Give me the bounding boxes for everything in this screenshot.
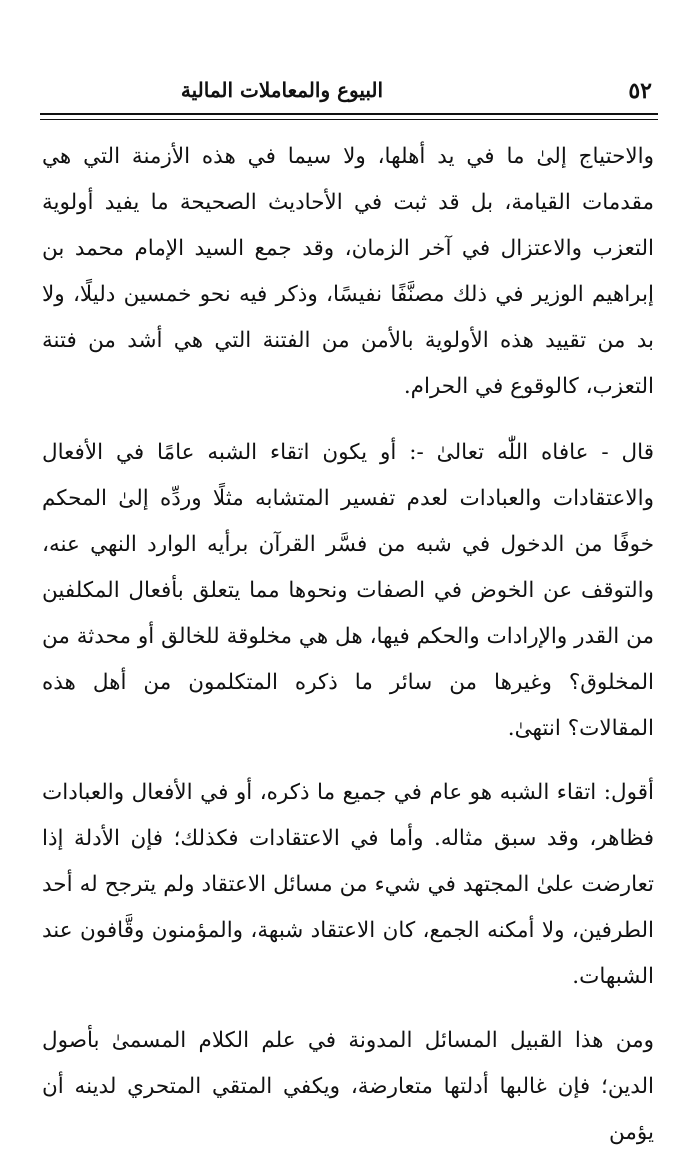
running-title: البيوع والمعاملات المالية — [180, 78, 384, 102]
main-text — [42, 134, 654, 1145]
paragraph-3: أقول: اتقاء الشبه هو عام في جميع ما ذكره، أو في الأفعال والعبادات فظاهر، وقد سبق مثاله. وأما في الاعتقادات فكذلك؛ فإن الأدلة إذا تعارضت علىٰ المجتهد في شيء من مسائل الاعتقاد ولم يترجح له أحد الطرفين، ولا أمكنه الجمع، كان الاعتقاد شبهة، والمؤمنون وقَّافون عند الشبهات. — [42, 780, 654, 989]
paragraph-1: والاحتياج إلىٰ ما في يد أهلها، ولا سيما في هذه الأزمنة التي هي مقدمات القيامة، بل قد ثبت في الأحاديث الصحيحة ما يفيد أولوية التعزب والاعتزال في آخر الزمان، وقد جمع السيد الإمام محمد بن إبراهيم الوزير في ذلك مصنَّفًا نفيسًا، وذكر فيه نحو خمسين دليلًا، ولا بد من تقييد هذه الأولوية بالأمن من الفتنة التي هي أشد من فتنة التعزب، كالوقوع في الحرام. — [42, 144, 654, 399]
paragraph-4: ومن هذا القبيل المسائل المدونة في علم الكلام المسمىٰ بأصول الدين؛ فإن غالبها أدلتها متعارضة، ويكفي المتقي المتحري لدينه أن يؤمن — [42, 1028, 654, 1145]
header-rule-thin — [40, 119, 658, 120]
page-number: ٥٢ — [628, 78, 652, 104]
page-header — [40, 70, 658, 110]
header-rule-thick — [40, 113, 658, 115]
paragraph-2: قال - عافاه اللّٰه تعالىٰ -: أو يكون اتقاء الشبه عامًا في الأفعال والاعتقادات والعبادات لعدم تفسير المتشابه مثلًا وردِّه إلىٰ المحكم خوفًا من الدخول في شبه من فسَّر القرآن برأيه الوارد النهي عنه، والتوقف عن الخوض في الصفات ونحوها مما يتعلق بأفعال المكلفين من القدر والإرادات والحكم فيها، هل هي مخلوقة للخالق أو محدثة من المخلوق؟ وغيرها من سائر ما ذكره المتكلمون من أهل هذه المقالات؟ انتهىٰ. — [42, 440, 654, 741]
